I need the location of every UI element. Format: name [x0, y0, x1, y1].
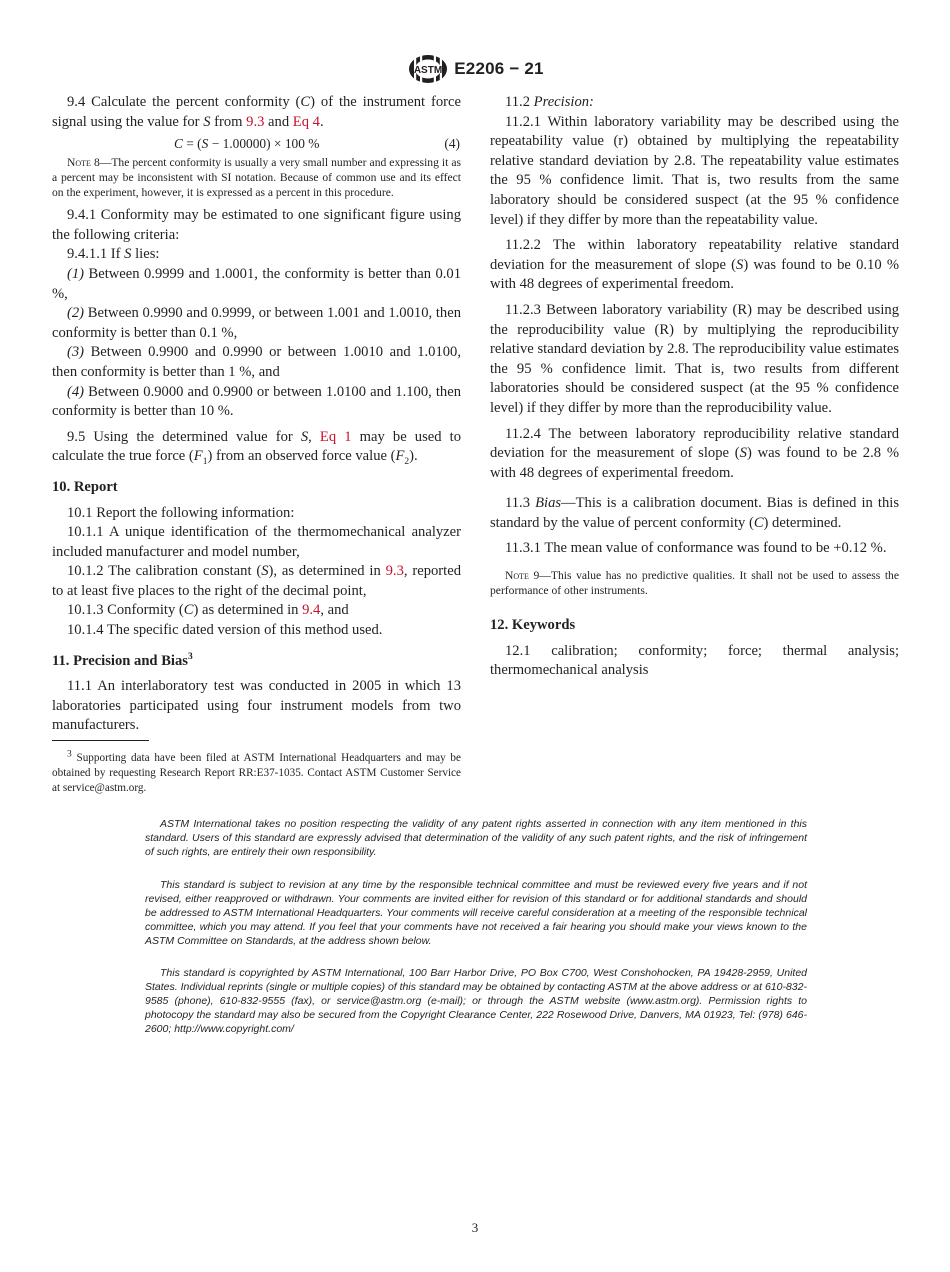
svg-text:ASTM: ASTM	[414, 65, 443, 76]
para-9-5: 9.5 Using the determined value for S, Eq 1 may be used to calculate the true force $(F_1)$ from an observed force value $(F_2)$.	[52, 428, 461, 468]
section-12-heading: 12. Keywords	[490, 617, 576, 634]
para-10-1-1: 10.1.1 A unique identification of the thermomechanical analyzer included manufacturer and model number,	[52, 524, 461, 560]
criteria-item: (1) Between 0.9999 and 1.0001, the conformity is better than 0.01 %,	[52, 265, 461, 302]
equation-4: C = (S − 1.00000) × 100 % (4)	[52, 133, 461, 154]
link-eq-1[interactable]: Eq 1	[319, 428, 352, 445]
legal-copyright-notice: This standard is copyrighted by ASTM International, 100 Barr Harbor Drive, PO Box C700, West Conshohocken, PA 19428-2959, United States. Individual reprints (single or multiple copies) of this standard may be obtained by contacting ASTM at the above address or at 610-832-9585 (phone), 610-832-9555 (fax), or service@astm.org (e-mail); or through the ASTM website (www.astm.org). Permission rights to photocopy the standard may also be secured from the Copyright Clearance Center, 222 Rosewood Drive, Danvers, MA 01923, Tel: (978) 646-2600; http://www.copyright.com/	[145, 967, 807, 1035]
legal-revision-notice: This standard is subject to revision at any time by the responsible technical committee and must be reviewed every five years and if not revised, either reapproved or withdrawn. Your comments are invited either for revision of this standard or for additional standards and should be addressed to ASTM International Headquarters. Your comments will receive careful consideration at a meeting of the responsible technical committee, which you may attend. If you feel that your comments have not received a fair hearing you should make your views known to the ASTM Committee on Standards, at the address shown below.	[145, 879, 807, 947]
document-id: E2206 − 21	[454, 59, 544, 78]
para-11-3: 11.3 Bias—This is a calibration document. Bias is defined in this standard by the value of percent conformity (C) determined.	[490, 495, 900, 531]
para-11-2-3: 11.2.3 Between laboratory variability (R) may be described using the reproducibility value (R) by multiplying the reproducibility relative standard deviation by 2.8. The reproducibility value estimates the 95 % confidence limit. That is, two results from different laboratories should be considered suspect (at the 95 % confidence level) if they differ by more than the reproducibility value.	[490, 301, 899, 416]
note-9: Note 9—This value has no predictive qualities. It shall not be used to assess the performance of other instruments.	[490, 569, 899, 598]
page-number: 3	[471, 1220, 479, 1235]
para-10-1: 10.1 Report the following information:	[67, 504, 295, 521]
criteria-item: (2) Between 0.9990 and 0.9999, or between 1.001 and 1.0010, then conformity is better than 0.1 %,	[52, 305, 461, 341]
para-12-1: 12.1 calibration; conformity; force; thermal analysis; thermomechanical analysis	[490, 642, 899, 679]
page-header	[0, 52, 950, 86]
para-10-1-4: 10.1.4 The specific dated version of this method used.	[67, 622, 383, 639]
legal-patent-notice: ASTM International takes no position respecting the validity of any patent rights asserted in connection with any item mentioned in this standard. Users of this standard are expressly advised that determination of the validity of any such patent rights, and the risk of infringement of such rights, are entirely their own responsibility.	[145, 818, 807, 858]
para-11-2: 11.2 Precision:	[505, 94, 594, 110]
criteria-item: (3) Between 0.9900 and 0.9990 or between 1.0010 and 1.0100, then conformity is better than 1 %, and	[52, 344, 461, 380]
section-11-heading: 11. Precision and Bias$^3$	[52, 651, 193, 669]
astm-logo	[406, 52, 450, 86]
footnote-ref[interactable]: 3	[187, 651, 193, 662]
para-9-4-1: 9.4.1 Conformity may be estimated to one significant figure using the following criteria:	[52, 207, 461, 243]
para-11-1: 11.1 An interlaboratory test was conducted in 2005 in which 13 laboratories participated using four instrument models from two manufacturers.	[52, 678, 461, 734]
criteria-item: (4) Between 0.9000 and 0.9900 or between 1.0100 and 1.100, then conformity is better than 10 %.	[52, 383, 461, 420]
section-10-heading: 10. Report	[52, 478, 118, 495]
link-9-3[interactable]: 9.3	[246, 113, 265, 130]
left-column	[52, 93, 461, 736]
footnote-rule	[52, 740, 149, 741]
right-column	[490, 93, 899, 681]
para-11-2-4: 11.2.4 The between laboratory reproducibility relative standard deviation for the measurement of slope (S) was found to be 2.8 % with 48 degrees of experimental freedom.	[490, 425, 899, 481]
footnote-3: $^3$ Supporting data have been filed at ASTM International Headquarters and may be obtained by requesting Research Report RR:E37-1035. Contact ASTM Customer Service at service@astm.org.	[52, 749, 461, 795]
link-eq-4[interactable]: Eq 4	[292, 113, 320, 130]
para-9-4: 9.4 Calculate the percent conformity (C) of the instrument force signal using the value for S from 9.3 and Eq 4.	[52, 94, 461, 130]
para-10-1-2: 10.1.2 The calibration constant (S), as determined in 9.3, reported to at least five places to the right of the decimal point,	[52, 563, 461, 599]
note-8: Note 8—The percent conformity is usually a very small number and expressing it as a percent may be inconsistent with SI notation. Because of common use and its effect on the experiment, however, it is expressed as a percent in this procedure.	[52, 156, 461, 200]
para-11-3-1: 11.3.1 The mean value of conformance was found to be +0.12 %.	[505, 540, 887, 557]
para-9-4-1-1: 9.4.1.1 If S lies:	[67, 246, 160, 263]
para-10-1-3: 10.1.3 Conformity (C) as determined in 9.4, and	[67, 602, 349, 619]
para-11-2-1: 11.2.1 Within laboratory variability may be described using the repeatability value (r) obtained by multiplying the repeatability relative standard deviation by 2.8. The repeatability value estimates the 95 % confidence limit. That is, two results from the same laboratory should be considered suspect (at the 95 % confidence level) if they differ by more than the repeatability value.	[490, 113, 899, 228]
para-11-2-2: 11.2.2 The within laboratory repeatability relative standard deviation for the measurement of slope (S) was found to be 0.10 % with 48 degrees of experimental freedom.	[490, 237, 899, 293]
link-9-3[interactable]: 9.3	[385, 563, 404, 580]
link-9-4[interactable]: 9.4	[302, 602, 321, 619]
equation-number: (4)	[444, 136, 460, 152]
